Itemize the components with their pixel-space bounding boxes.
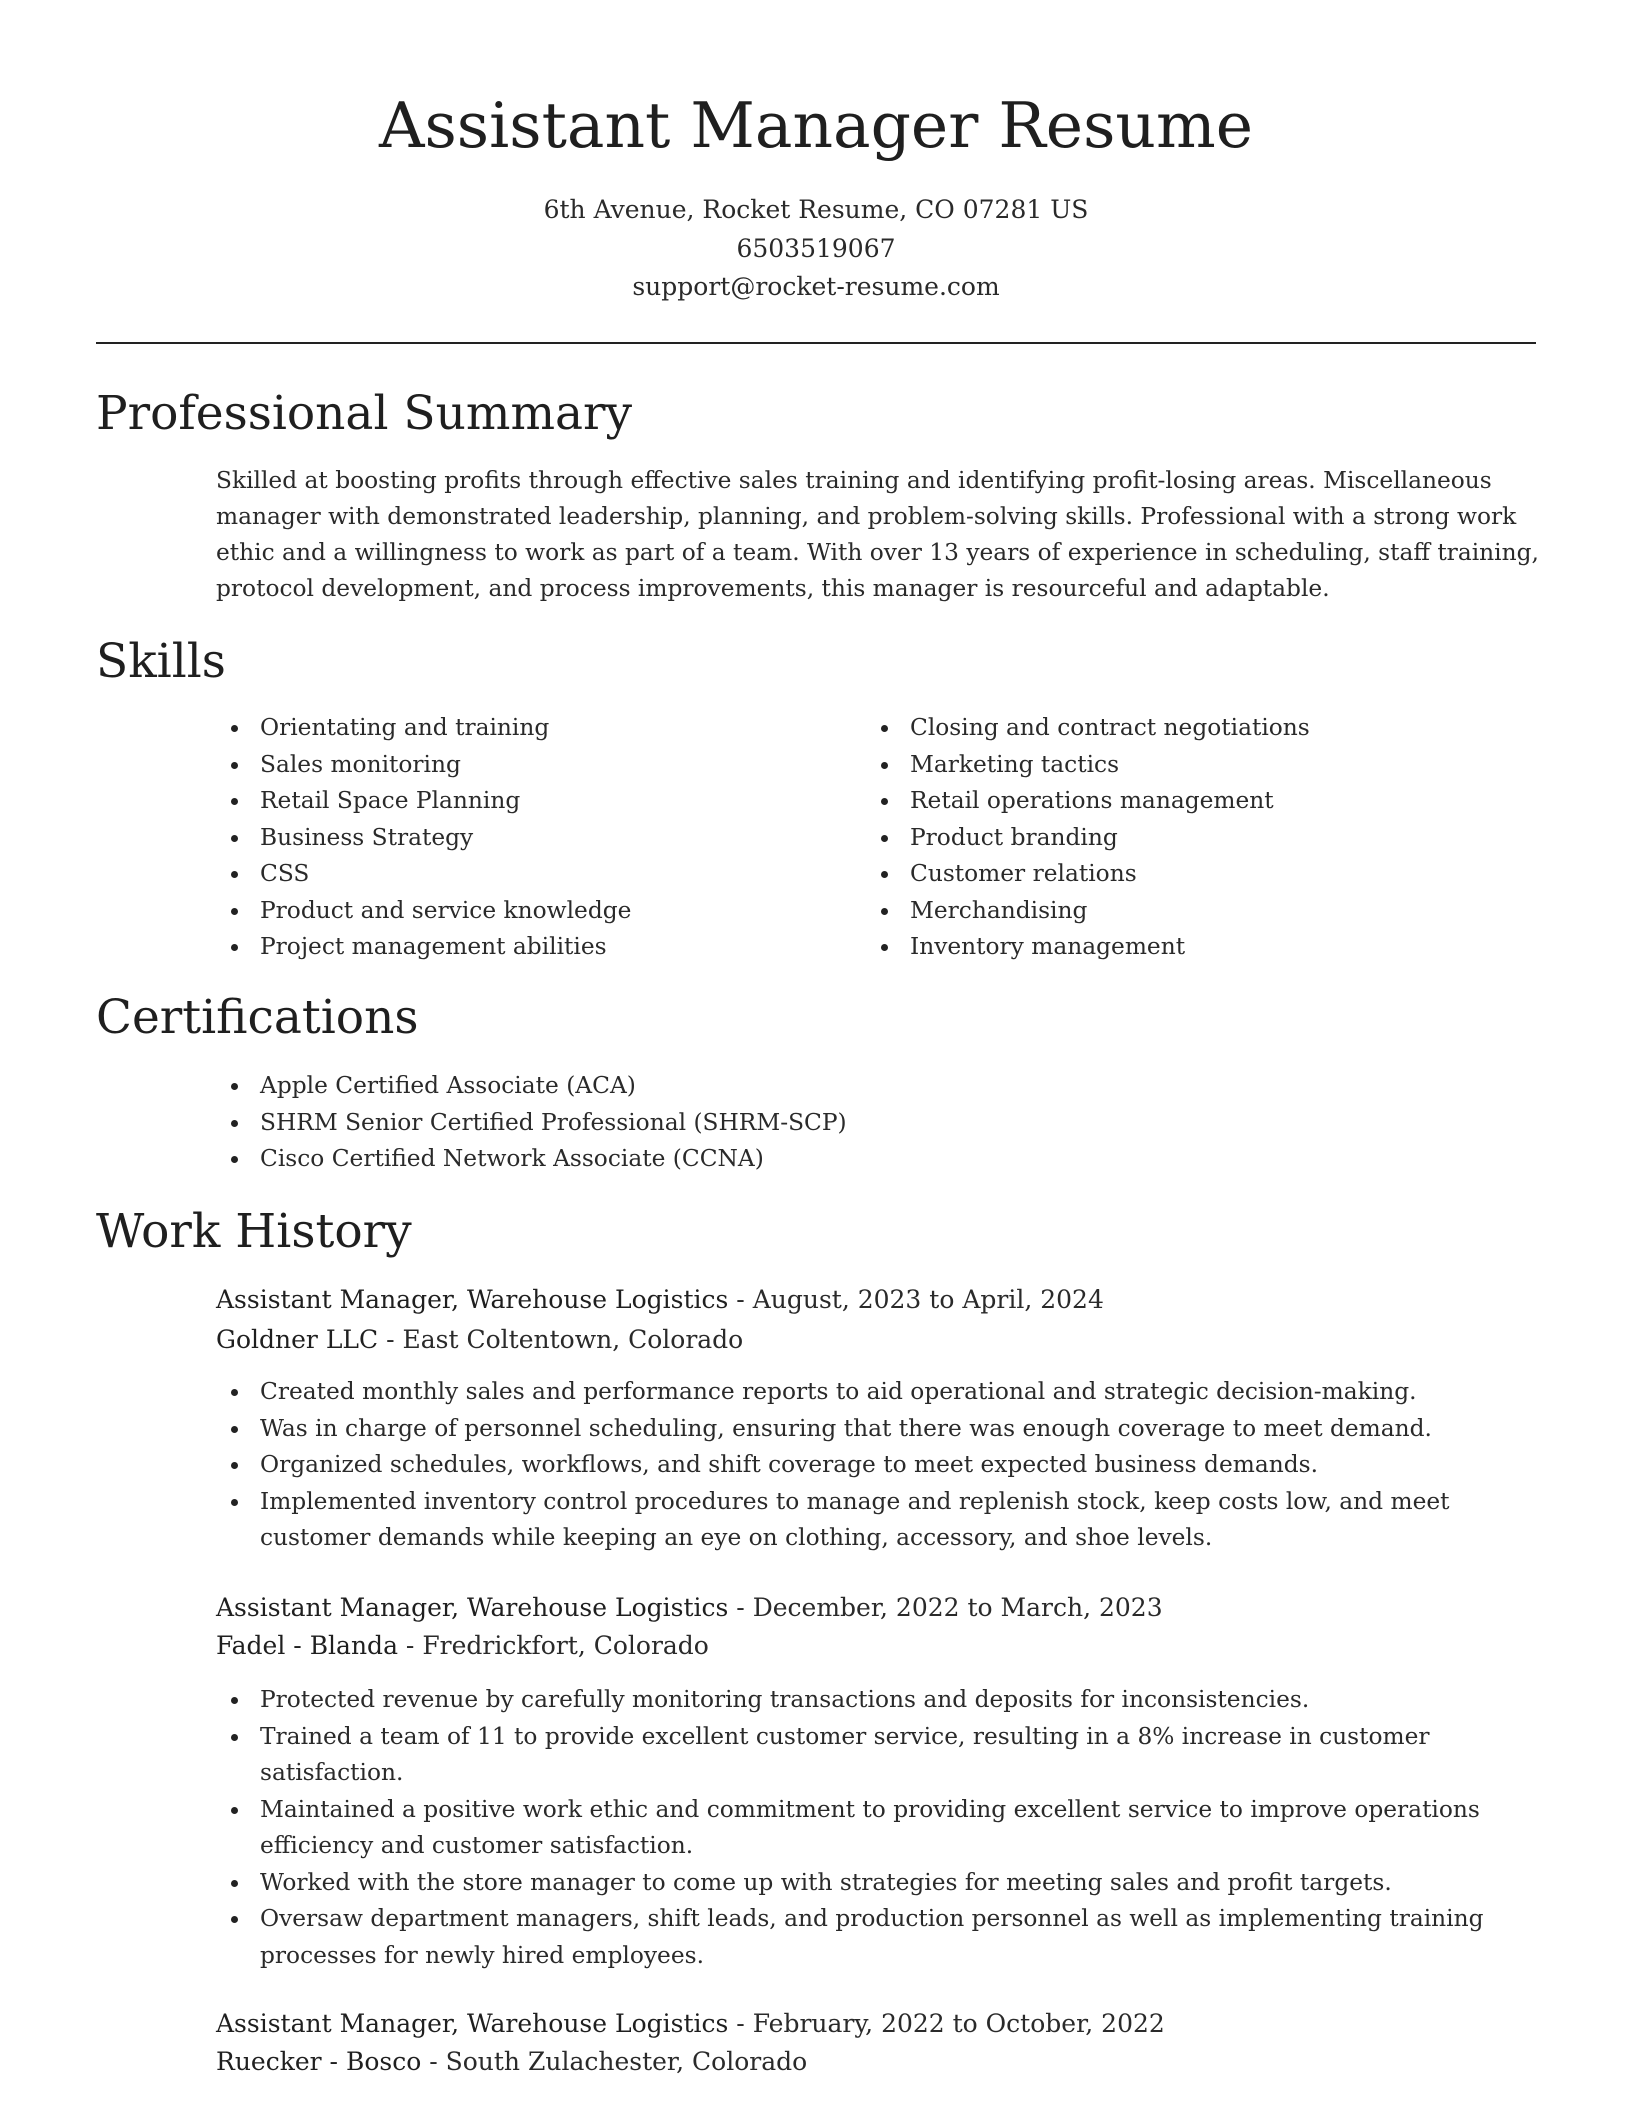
job-duty: Maintained a positive work ethic and commitment to providing excellent service to improve operations efficiency and customer satisfaction. xyxy=(216,1792,1516,1865)
job-dates: August, 2023 to April, 2024 xyxy=(752,1285,1104,1314)
job-title: Assistant Manager, Warehouse Logistics xyxy=(216,1285,729,1314)
skill-item: Project management abilities xyxy=(216,929,836,966)
skills-heading: Skills xyxy=(96,634,226,689)
job-dates: February, 2022 to October, 2022 xyxy=(752,2009,1165,2038)
skill-item: Product and service knowledge xyxy=(216,893,836,930)
job-company: Fadel - Blanda xyxy=(216,1631,398,1660)
skill-item: Closing and contract negotiations xyxy=(866,710,1526,747)
job-dates: December, 2022 to March, 2023 xyxy=(752,1593,1163,1622)
job-title-line: Assistant Manager, Warehouse Logistics - August, 2023 to April, 2024 xyxy=(216,1285,1104,1314)
contact-address: 6th Avenue, Rocket Resume, CO 07281 US xyxy=(543,195,1089,224)
certifications-heading: Certifications xyxy=(96,990,419,1045)
skill-item: Inventory management xyxy=(866,929,1526,966)
skill-item: Orientating and training xyxy=(216,710,836,747)
job-company: Goldner LLC xyxy=(216,1325,379,1354)
job-title: Assistant Manager, Warehouse Logistics xyxy=(216,2009,729,2038)
job-title: Assistant Manager, Warehouse Logistics xyxy=(216,1593,729,1622)
contact-phone: 6503519067 xyxy=(736,234,896,263)
job-company-line: Goldner LLC - East Coltentown, Colorado xyxy=(216,1325,744,1354)
certification-item: Apple Certified Associate (ACA) xyxy=(216,1068,1536,1105)
skill-item: Business Strategy xyxy=(216,820,836,857)
job-title-line: Assistant Manager, Warehouse Logistics - December, 2022 to March, 2023 xyxy=(216,1593,1163,1622)
skill-item: CSS xyxy=(216,856,836,893)
job-duty: Protected revenue by carefully monitoring transactions and deposits for inconsistencies. xyxy=(216,1682,1516,1719)
certification-item: Cisco Certified Network Associate (CCNA) xyxy=(216,1141,1536,1178)
summary-heading: Professional Summary xyxy=(96,386,633,441)
job-duty: Worked with the store manager to come up with strategies for meeting sales and profit targets. xyxy=(216,1865,1516,1902)
summary-text: Skilled at boosting profits through effective sales training and identifying profit-losing areas. Miscellaneous manager with demonstrated leadership, planning, and problem-solving skills. Professional with a strong work ethic and a willingness to work as part of a team. With over 13 years of experience in scheduling, staff training, protocol development, and process improvements, this manager is resourceful and adaptable. xyxy=(216,467,1539,602)
skill-item: Merchandising xyxy=(866,893,1526,930)
skill-item: Sales monitoring xyxy=(216,747,836,784)
job-company-line: Fadel - Blanda - Fredrickfort, Colorado xyxy=(216,1631,709,1660)
job-duty: Organized schedules, workflows, and shift coverage to meet expected business demands. xyxy=(216,1447,1516,1484)
job-company: Ruecker - Bosco xyxy=(216,2047,422,2076)
job-duties xyxy=(216,1682,1516,1974)
work-history-heading: Work History xyxy=(96,1204,412,1259)
job-location: East Coltentown, Colorado xyxy=(402,1325,744,1354)
contact-email: support@rocket-resume.com xyxy=(632,272,1000,301)
skill-item: Product branding xyxy=(866,820,1526,857)
certifications-list xyxy=(216,1068,1536,1178)
resume-title: Assistant Manager Resume xyxy=(378,89,1254,162)
job-company-line: Ruecker - Bosco - South Zulachester, Colorado xyxy=(216,2047,808,2076)
skill-item: Marketing tactics xyxy=(866,747,1526,784)
skill-item: Retail operations management xyxy=(866,783,1526,820)
job-location: Fredrickfort, Colorado xyxy=(422,1631,709,1660)
job-duty: Was in charge of personnel scheduling, ensuring that there was enough coverage to meet demand. xyxy=(216,1411,1516,1448)
skill-item: Customer relations xyxy=(866,856,1526,893)
job-duty: Oversaw department managers, shift leads, and production personnel as well as implementing training processes for newly hired employees. xyxy=(216,1901,1516,1974)
job-location: South Zulachester, Colorado xyxy=(445,2047,808,2076)
header-divider xyxy=(96,342,1536,344)
job-title-line: Assistant Manager, Warehouse Logistics - February, 2022 to October, 2022 xyxy=(216,2009,1165,2038)
job-duty: Created monthly sales and performance reports to aid operational and strategic decision-making. xyxy=(216,1374,1516,1411)
skills-list-left xyxy=(216,710,836,966)
job-duties xyxy=(216,1374,1516,1557)
skill-item: Retail Space Planning xyxy=(216,783,836,820)
certification-item: SHRM Senior Certified Professional (SHRM-SCP) xyxy=(216,1105,1536,1142)
skills-list-right xyxy=(866,710,1526,966)
job-duty: Implemented inventory control procedures to manage and replenish stock, keep costs low, and meet customer demands while keeping an eye on clothing, accessory, and shoe levels. xyxy=(216,1484,1516,1557)
job-duty: Trained a team of 11 to provide excellent customer service, resulting in a 8% increase in customer satisfaction. xyxy=(216,1719,1516,1792)
